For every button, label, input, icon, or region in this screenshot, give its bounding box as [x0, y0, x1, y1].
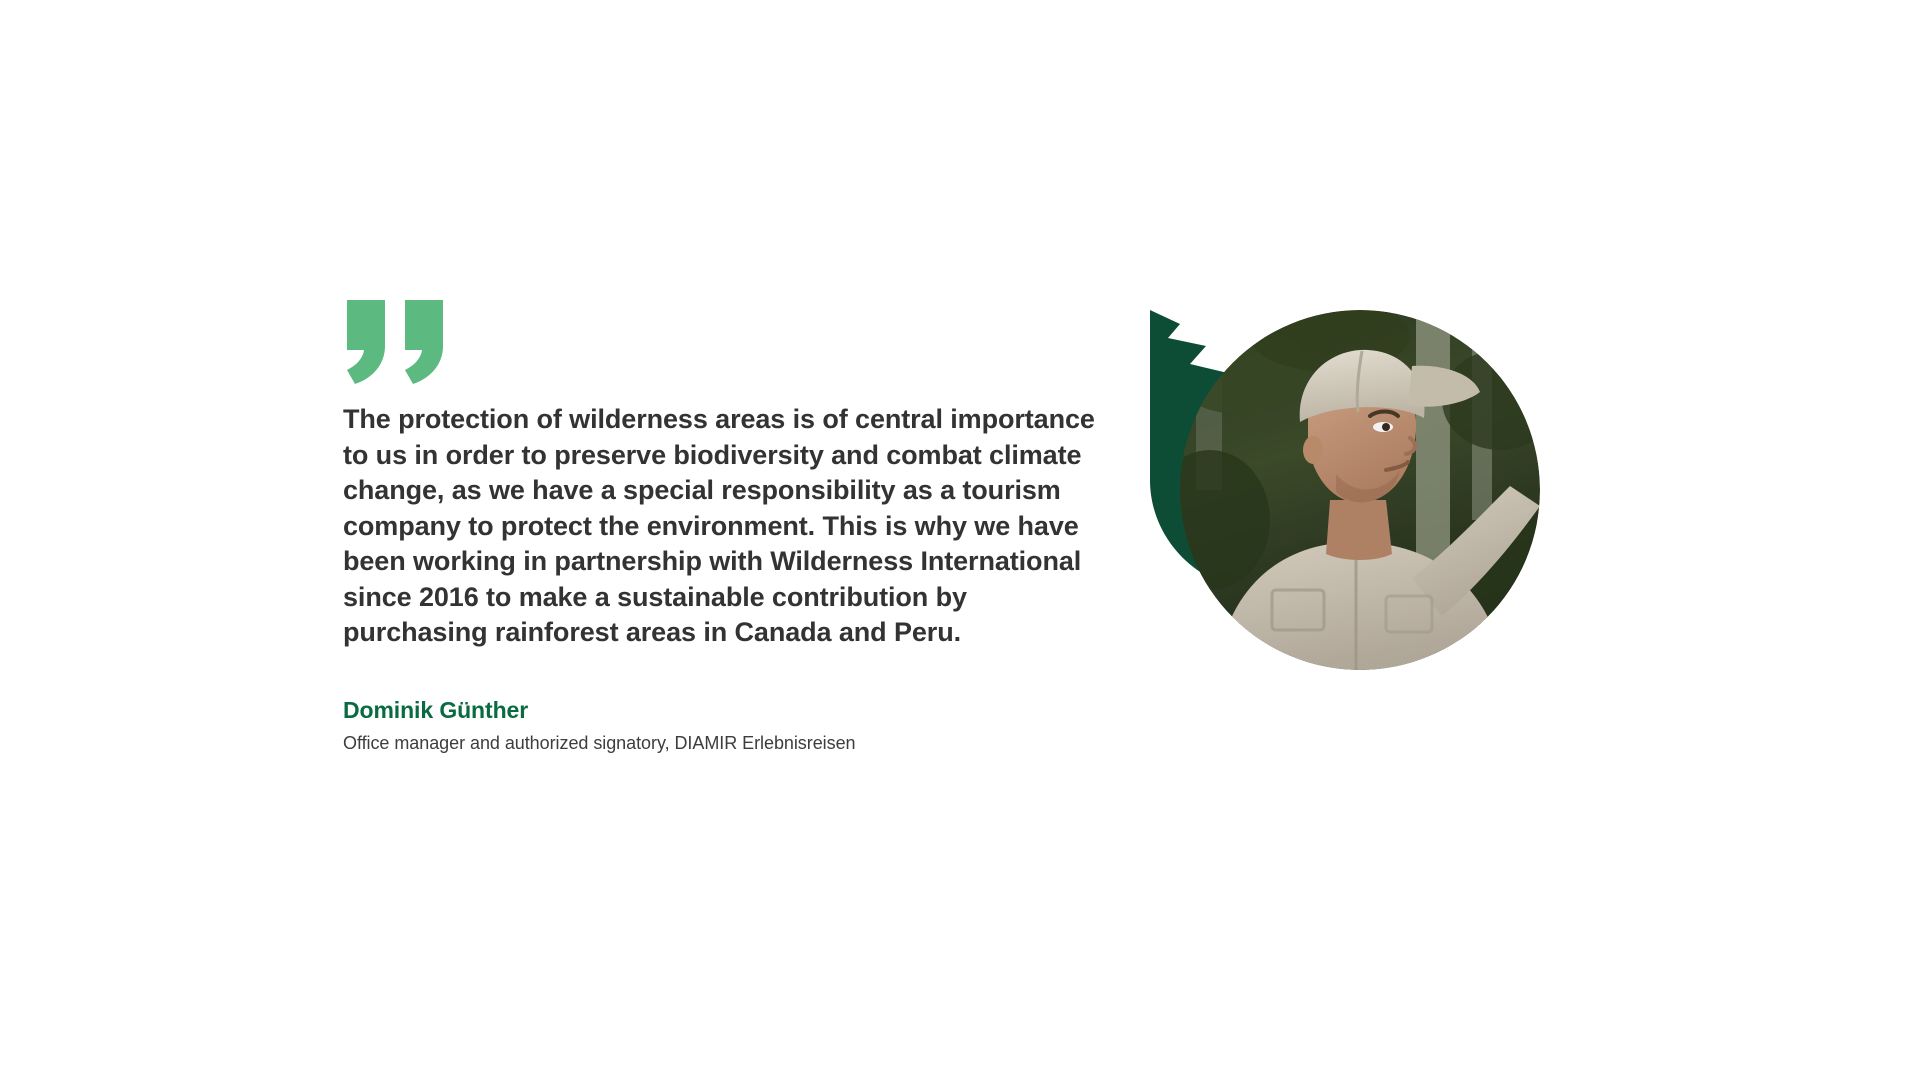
author-name: Dominik Günther — [343, 696, 529, 723]
author-role: Office manager and authorized signatory, DIAMIR Erlebnisreisen — [343, 732, 856, 753]
quote-column — [343, 296, 1103, 754]
portrait-column — [1110, 290, 1540, 710]
author-portrait — [1180, 310, 1540, 670]
quote-text: The protection of wilderness areas is of central importance to us in order to preserve biodiversity and combat climate change, as we have a special responsibility as a tourism company to protect the environment. This is why we have been working in partnership with Wilderness International since 2016 to make a sustainable contribution by purchasing rainforest areas in Canada and Peru. — [343, 404, 1095, 647]
double-quote-icon — [343, 296, 463, 388]
